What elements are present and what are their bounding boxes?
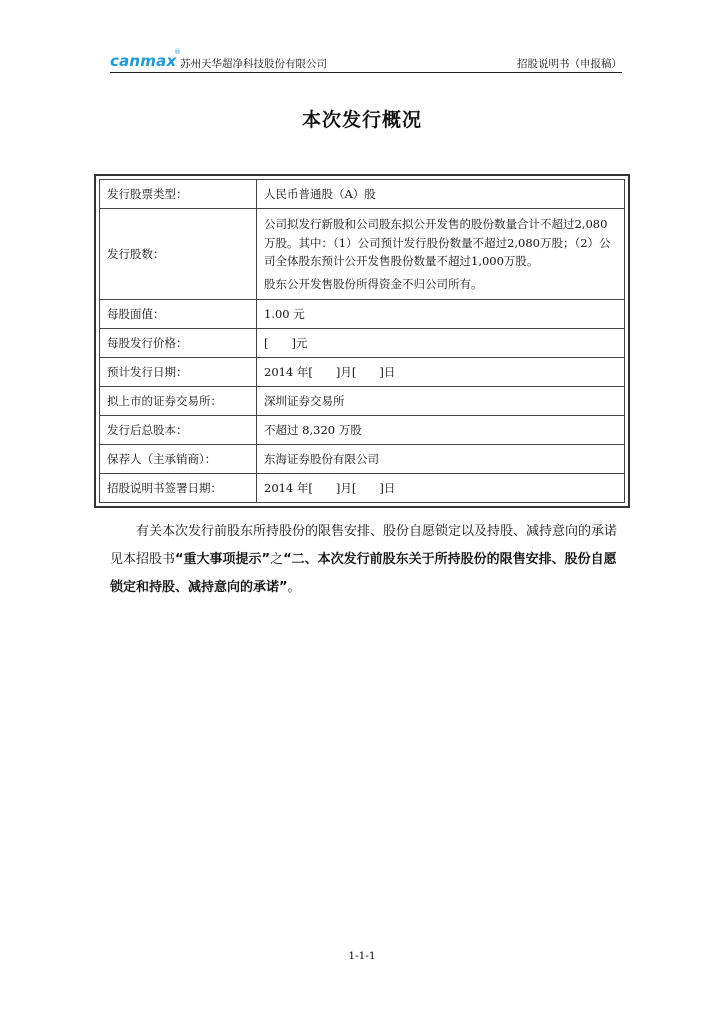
row-value: 1.00 元 (257, 300, 625, 329)
table-row (100, 416, 625, 445)
row-key: 每股面值： (100, 300, 257, 329)
row-key: 预计发行日期： (100, 358, 257, 387)
table-row (100, 329, 625, 358)
row-key: 发行股票类型： (100, 180, 257, 209)
row-value: 2014 年[ ]月[ ]日 (257, 474, 625, 503)
row-value: 东海证券股份有限公司 (257, 445, 625, 474)
row-key: 招股说明书签署日期： (100, 474, 257, 503)
row-key: 发行后总股本： (100, 416, 257, 445)
table-row (100, 300, 625, 329)
key-matters-reference: “重大事项提示” (175, 552, 271, 567)
table-row (100, 474, 625, 503)
row-key: 保荐人（主承销商）： (100, 445, 257, 474)
row-value: 不超过 8,320 万股 (257, 416, 625, 445)
lockup-commitment-paragraph (110, 518, 624, 602)
offering-summary-table (94, 174, 630, 508)
document-type: 招股说明书（申报稿） (517, 58, 622, 70)
page-title: 本次发行概况 (301, 109, 422, 131)
row-key: 拟上市的证券交易所： (100, 387, 257, 416)
page-number: 1-1-1 (348, 950, 376, 962)
row-value: 2014 年[ ]月[ ]日 (257, 358, 625, 387)
table-row (100, 445, 625, 474)
table-row (100, 209, 625, 300)
table-row (100, 387, 625, 416)
paragraph-end: 。 (287, 580, 301, 595)
canmax-logo: canmax (110, 52, 177, 70)
row-value: 深圳证券交易所 (257, 387, 625, 416)
page-header (110, 50, 622, 73)
commitment-section-reference: “二、本次发行前股东关于所持股份的限售安排、股份自愿锁定和持股、减持意向的承诺” (110, 552, 617, 595)
row-value: 人民币普通股（A）股 (257, 180, 625, 209)
table-row (100, 358, 625, 387)
row-value (257, 209, 625, 300)
table-row (100, 180, 625, 209)
row-value: [ ]元 (257, 329, 625, 358)
registered-mark: ® (174, 48, 181, 56)
paragraph-connector: 之 (270, 552, 284, 567)
row-key: 发行股数： (100, 209, 257, 300)
paragraph-text: 有关本次发行前股东所持股份的限售安排、股份自愿锁定以及持股、减持意向的承诺见本招股书 (110, 524, 618, 567)
company-name: 苏州天华超净科技股份有限公司 (180, 58, 327, 70)
issue-shares-text: 公司拟发行新股和公司股东拟公开发售的股份数量合计不超过2,080万股。其中：（1）公司预计发行股份数量不超过2,080万股；（2）公司全体股东预计公开发售股份数量不超过1,000万股。 (264, 217, 611, 268)
issue-shares-note: 股东公开发售股份所得资金不归公司所有。 (264, 276, 483, 291)
row-key: 每股发行价格： (100, 329, 257, 358)
